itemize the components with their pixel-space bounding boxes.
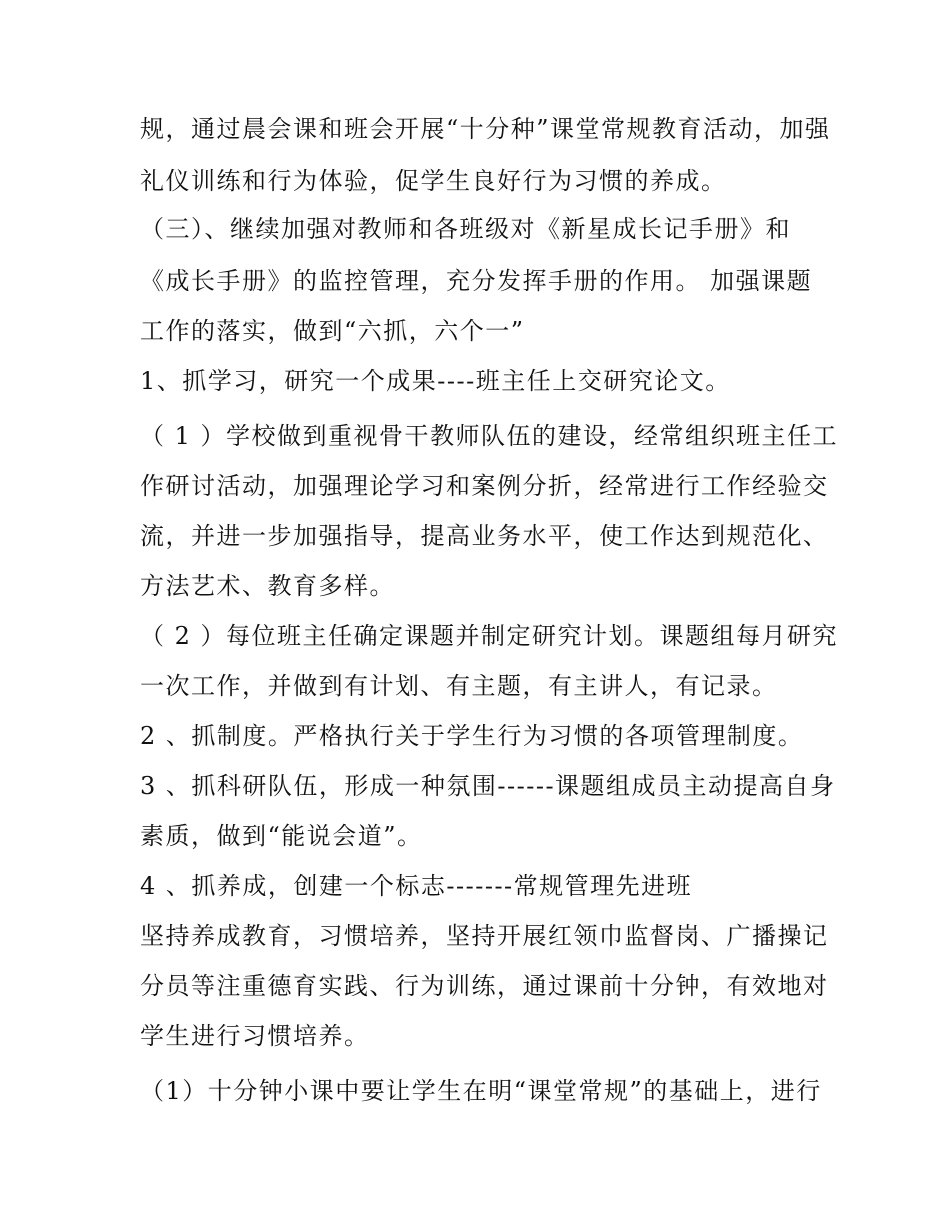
text-line: 3 、抓科研队伍，形成一种氛围------课题组成员主动提高自身 <box>140 772 836 800</box>
text-line: 1、抓学习，研究一个成果----班主任上交研究论文。 <box>140 367 731 395</box>
text-line: 礼仪训练和行为体验，促学生良好行为习惯的养成。 <box>140 167 727 195</box>
text-line: 一次工作，并做到有计划、有主题，有主讲人，有记录。 <box>140 672 778 700</box>
text-line: （1）十分钟小课中要让学生在明“课堂常规”的基础上，进行 <box>140 1077 822 1105</box>
text-line: 工作的落实，做到“六抓，六个一” <box>140 317 525 345</box>
text-line: （ 1 ）学校做到重视骨干教师队伍的建设，经常组织班主任工 <box>140 422 839 450</box>
text-line: 学生进行习惯培养。 <box>140 1022 370 1050</box>
text-line: 规，通过晨会课和班会开展“十分种”课堂常规教育活动，加强 <box>140 115 831 143</box>
text-line: 4 、抓养成，创建一个标志-------常规管理先进班 <box>140 872 693 900</box>
text-line: 作研讨活动，加强理论学习和案例分折，经常进行工作经验交 <box>140 472 829 500</box>
text-line: 方法艺术、教育多样。 <box>140 572 395 600</box>
text-line: 《成长手册》的监控管理，充分发挥手册的作用。 加强课题 <box>140 267 813 295</box>
text-line: 流，并进一步加强指导，提高业务水平，使工作达到规范化、 <box>140 522 829 550</box>
text-line: 2 、抓制度。严格执行关于学生行为习惯的各项管理制度。 <box>140 722 804 750</box>
text-line: 坚持养成教育，习惯培养，坚持开展红领巾监督岗、广播操记 <box>140 922 829 950</box>
text-line: （三）、继续加强对教师和各班级对《新星成长记手册》和 <box>140 215 791 243</box>
text-line: 分员等注重德育实践、行为训练，通过课前十分钟，有效地对 <box>140 972 829 1000</box>
text-line: 素质，做到“能说会道”。 <box>140 822 423 850</box>
text-line: （ 2 ）每位班主任确定课题并制定研究计划。课题组每月研究 <box>140 622 839 650</box>
